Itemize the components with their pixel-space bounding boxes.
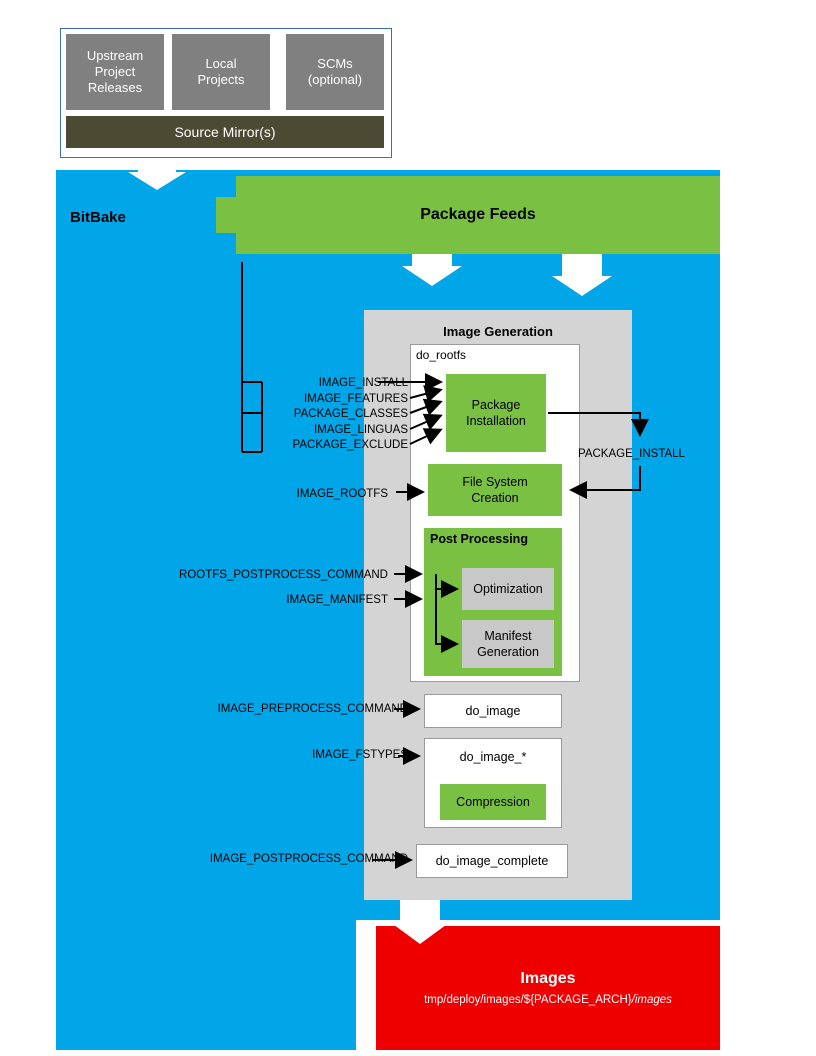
manifest-line-2: Generation — [477, 645, 539, 659]
package-feeds-banner — [236, 176, 720, 254]
do-image-complete-label: do_image_complete — [435, 854, 549, 868]
file-system-creation-line-2: Creation — [471, 491, 519, 505]
variable-label-image-features: IMAGE_FEATURES — [304, 393, 408, 405]
compression-label: Compression — [456, 795, 530, 809]
optimization-box — [462, 568, 554, 610]
post-processing-title: Post Processing — [430, 532, 528, 546]
variable-label-rootfs-postprocess-command: ROOTFS_POSTPROCESS_COMMAND — [179, 569, 388, 581]
scms-line-1: SCMs — [317, 56, 353, 71]
bitbake-label — [70, 205, 220, 229]
manifest-generation-box — [462, 620, 554, 668]
upstream-line-2: Project — [94, 64, 136, 79]
file-system-creation-line-1: File System — [462, 475, 528, 489]
file-system-creation-box — [428, 464, 562, 516]
bitbake-label-text: BitBake — [70, 208, 126, 226]
images-title: Images — [520, 970, 576, 987]
images-path-prefix: tmp/deploy/images/${PACKAGE_ARCH} — [424, 994, 632, 1006]
variable-label-image-preprocess-command: IMAGE_PREPROCESS_COMMAND — [217, 703, 408, 715]
do-rootfs-label: do_rootfs — [416, 348, 467, 362]
variable-label-image-rootfs: IMAGE_ROOTFS — [296, 488, 388, 500]
upstream-line-1: Upstream — [86, 48, 144, 63]
variable-label-image-linguas: IMAGE_LINGUAS — [314, 424, 408, 436]
package-install-feedback-label: PACKAGE_INSTALL — [578, 448, 685, 460]
do-image-star-label: do_image_* — [459, 750, 527, 764]
source-mirror-label: Source Mirror(s) — [174, 124, 276, 140]
source-mirror-bar — [66, 116, 384, 148]
manifest-line-1: Manifest — [484, 629, 532, 643]
upstream-line-3: Releases — [87, 80, 143, 95]
package-feeds-label: Package Feeds — [420, 206, 536, 223]
images-output-box — [376, 926, 720, 1050]
scms-box — [286, 34, 384, 110]
upstream-project-releases-box — [66, 34, 164, 110]
do-image-complete-box — [416, 844, 568, 878]
variable-label-image-fstypes: IMAGE_FSTYPES — [312, 749, 408, 761]
package-installation-box — [446, 374, 546, 452]
variable-label-package-exclude: PACKAGE_EXCLUDE — [292, 439, 408, 451]
variable-label-image-postprocess-command: IMAGE_POSTPROCESS_COMMAND — [209, 853, 408, 865]
local-line-1: Local — [205, 56, 237, 71]
package-installation-line-1: Package — [471, 398, 521, 412]
local-line-2: Projects — [197, 72, 245, 87]
image-generation-title: Image Generation — [443, 324, 553, 339]
do-image-box — [424, 694, 562, 728]
variable-label-image-install: IMAGE_INSTALL — [318, 377, 408, 389]
variable-label-package-classes: PACKAGE_CLASSES — [293, 408, 408, 420]
do-image-label: do_image — [465, 704, 521, 718]
package-installation-line-2: Installation — [466, 414, 526, 428]
images-path-italic: /images — [631, 994, 672, 1006]
optimization-label: Optimization — [473, 582, 543, 596]
compression-box — [440, 784, 546, 820]
variable-label-image-manifest: IMAGE_MANIFEST — [286, 594, 388, 606]
scms-line-2: (optional) — [307, 72, 363, 87]
local-projects-box — [172, 34, 270, 110]
images-path — [424, 994, 672, 1006]
